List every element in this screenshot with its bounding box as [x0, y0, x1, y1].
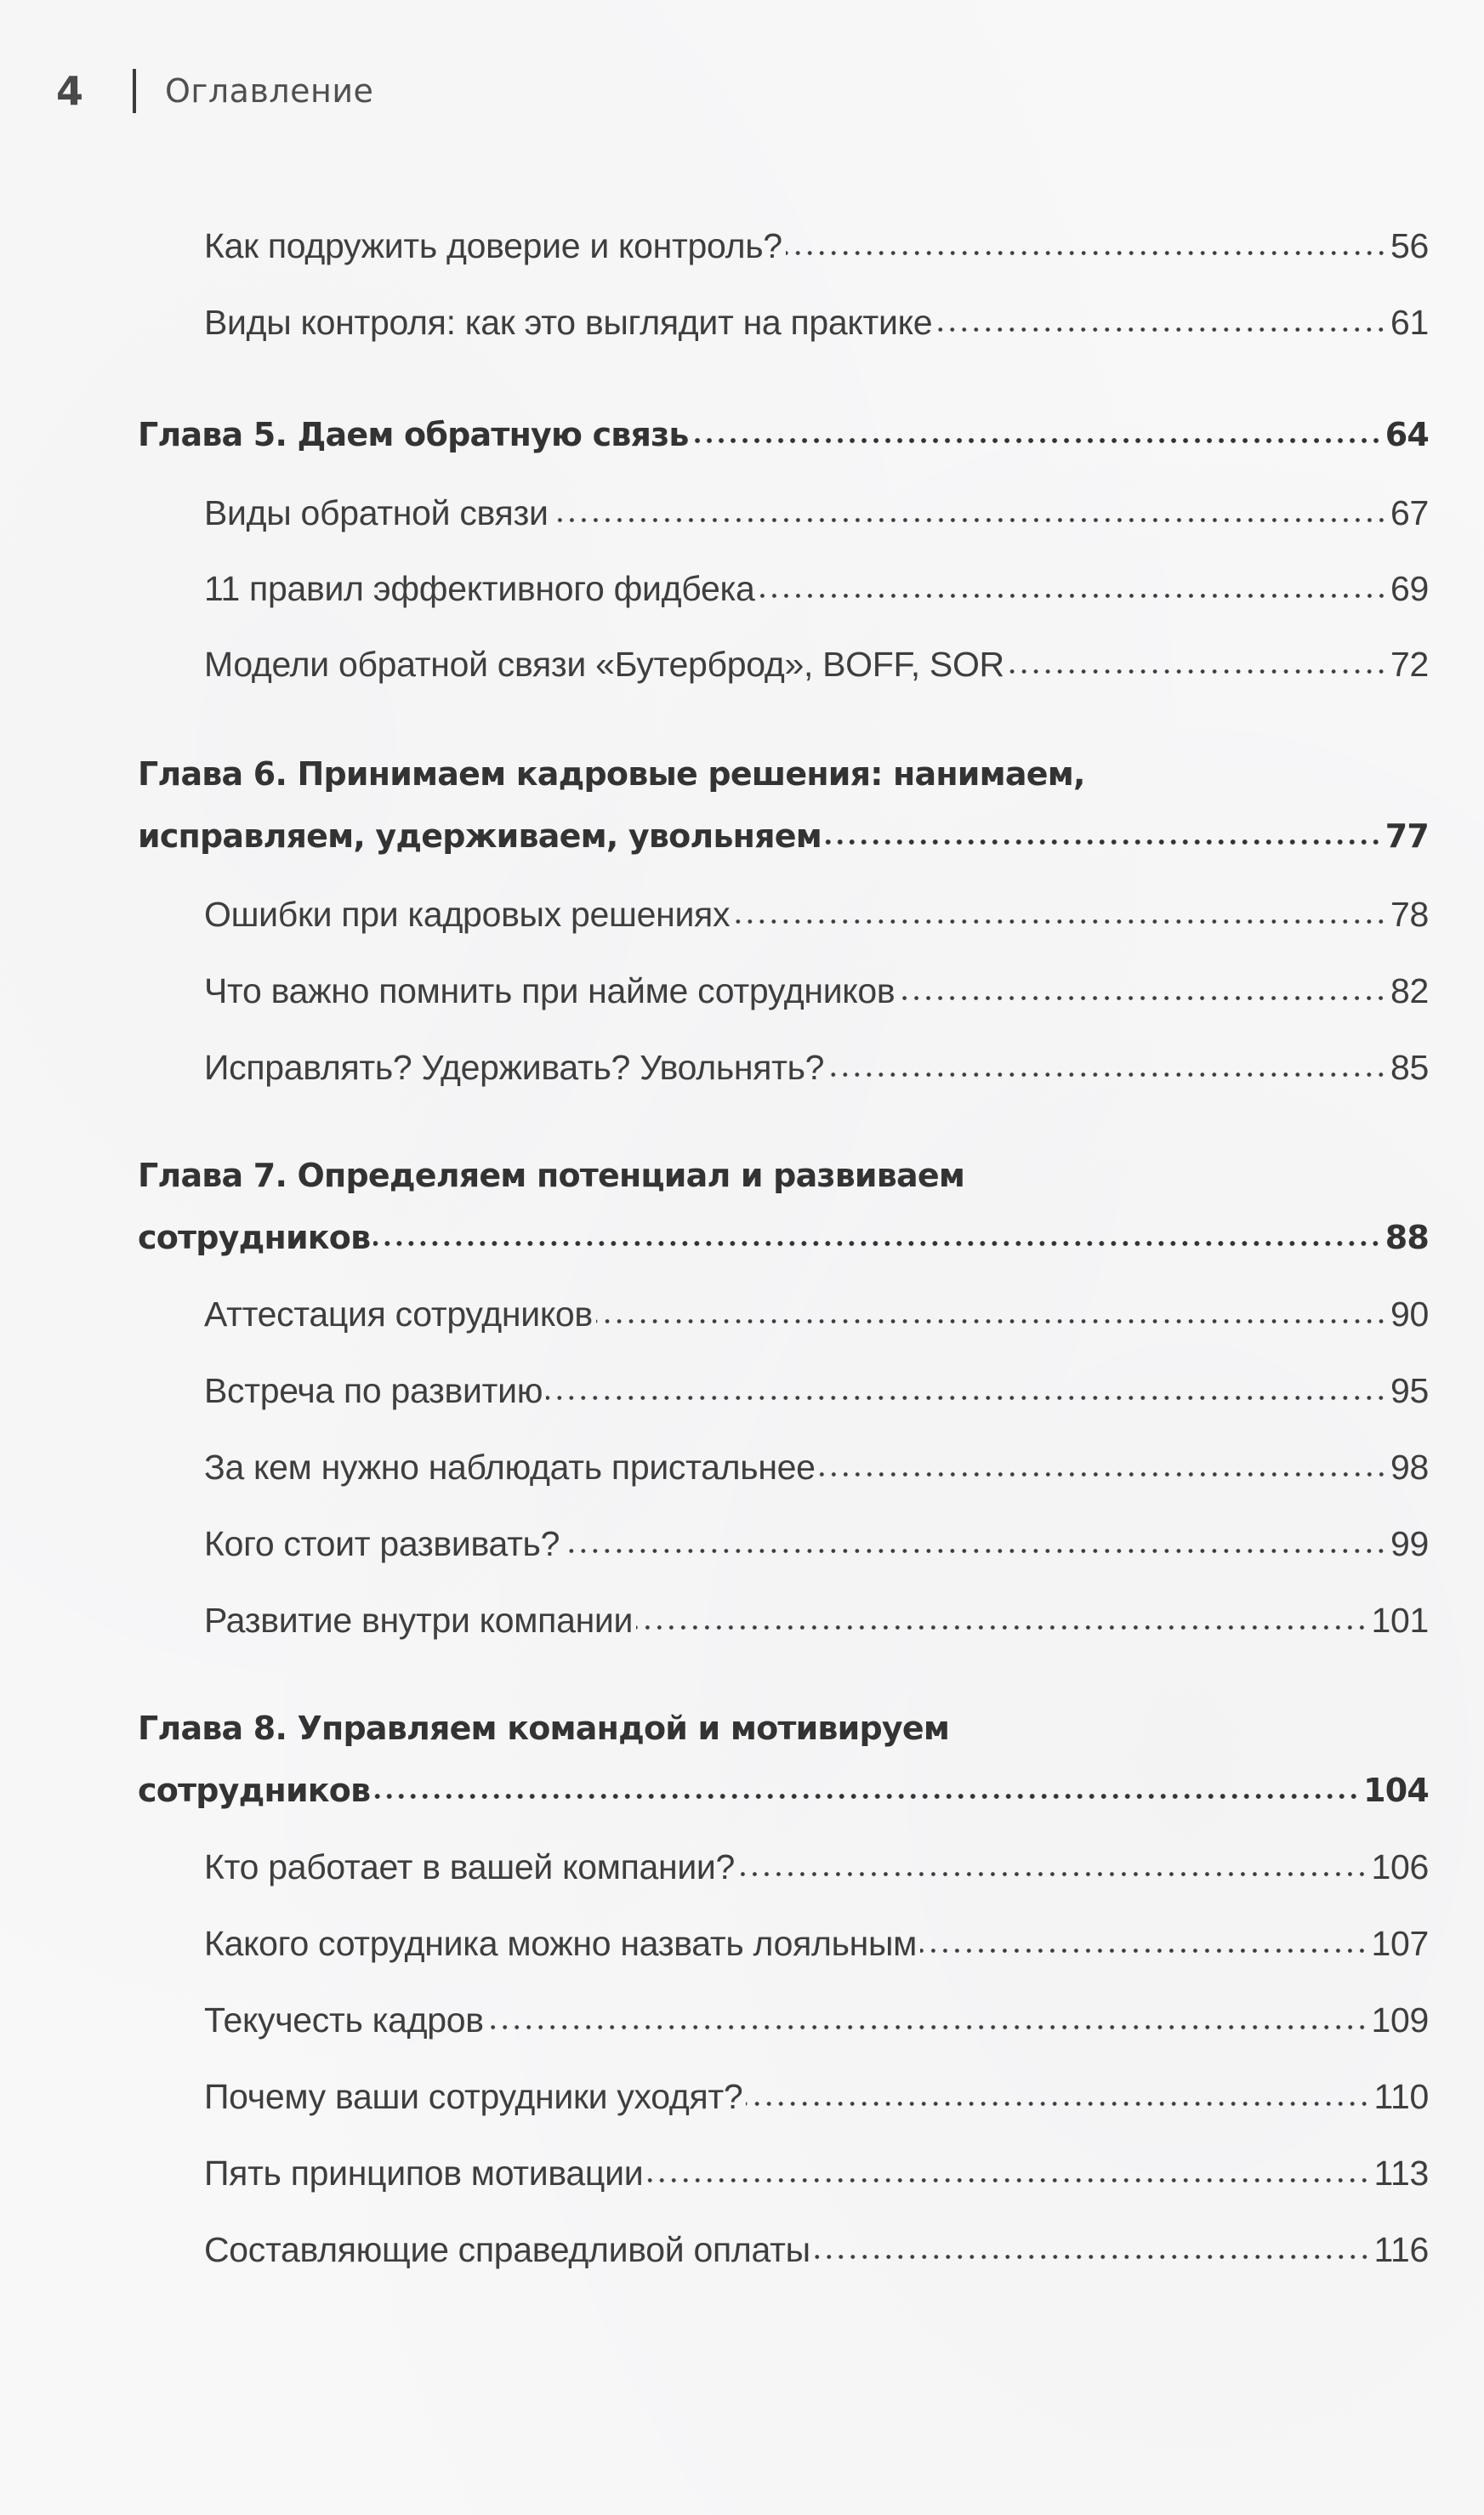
dot-leader	[738, 1844, 1367, 1879]
dot-leader	[646, 2150, 1370, 2185]
dot-leader	[596, 1291, 1387, 1326]
toc-entry-page: 78	[1390, 895, 1429, 934]
toc-entry-page: 113	[1373, 2154, 1429, 2193]
dot-leader	[552, 490, 1387, 525]
toc-entry[interactable]	[204, 1368, 1429, 1411]
toc-entry-page: 110	[1373, 2077, 1429, 2116]
toc-entry-page: 116	[1373, 2230, 1429, 2269]
chapter-page: 64	[1384, 416, 1429, 453]
dot-leader	[935, 299, 1387, 334]
dot-leader	[786, 223, 1387, 258]
running-head-title: Оглавление	[165, 72, 374, 110]
toc-entry-label: Какого сотрудника можно назвать лояльным	[204, 1924, 918, 1963]
toc-entry-page: 61	[1390, 303, 1429, 342]
dot-leader	[546, 1368, 1387, 1403]
toc-entry-label: Виды обратной связи	[204, 493, 549, 532]
chapter-page: 104	[1363, 1772, 1429, 1809]
dot-leader	[373, 1769, 1360, 1801]
chapter-title-line1[interactable]: Глава 6. Принимаем кадровые решения: нанимаем,	[138, 755, 1085, 793]
chapter-title: Глава 5. Даем обратную связь	[138, 416, 689, 453]
toc-entry-page: 106	[1371, 1847, 1429, 1886]
dot-leader	[827, 1044, 1387, 1079]
dot-leader	[563, 1521, 1387, 1556]
toc-entry-label: Текучесть кадров	[204, 2000, 484, 2040]
toc-entry[interactable]	[204, 1444, 1429, 1488]
toc-entry-page: 69	[1390, 569, 1429, 608]
toc-entry-page: 56	[1390, 226, 1429, 265]
toc-entry-page: 82	[1390, 971, 1429, 1010]
toc-entry-page: 98	[1390, 1448, 1429, 1487]
toc-entry-page: 90	[1390, 1294, 1429, 1334]
chapter-entry[interactable]	[138, 1216, 1429, 1256]
toc-entry-label: 11 правил эффективного фидбека	[204, 569, 755, 608]
toc-entry[interactable]	[204, 223, 1429, 266]
chapter-entry[interactable]	[138, 1769, 1429, 1809]
toc-entry-page: 109	[1371, 2000, 1429, 2040]
toc-entry-page: 72	[1390, 645, 1429, 684]
dot-leader	[759, 566, 1387, 600]
toc-entry-label: Виды контроля: как это выглядит на практике	[204, 303, 933, 342]
page-number: 4	[56, 68, 84, 114]
toc-entry-page: 101	[1371, 1601, 1429, 1640]
toc-entry[interactable]	[204, 641, 1429, 685]
toc-entry[interactable]	[204, 968, 1429, 1011]
chapter-page: 77	[1384, 817, 1429, 855]
toc-entry-label: Кого стоит развивать?	[204, 1524, 560, 1563]
toc-entry-page: 107	[1371, 1924, 1429, 1963]
dot-leader	[898, 968, 1387, 1003]
header-separator	[133, 69, 136, 113]
toc-entry[interactable]	[204, 299, 1429, 343]
toc-entry-label: Исправлять? Удерживать? Увольнять?	[204, 1048, 825, 1087]
toc-entry[interactable]	[204, 1844, 1429, 1887]
chapter-title-line2: сотрудников	[138, 1772, 371, 1809]
dot-leader	[733, 891, 1387, 926]
toc-entry-label: Что важно помнить при найме сотрудников	[204, 971, 896, 1010]
chapter-entry[interactable]	[138, 413, 1429, 453]
chapter-title-line1[interactable]: Глава 7. Определяем потенциал и развиваем	[138, 1157, 965, 1194]
toc-entry-label: Аттестация сотрудников	[204, 1294, 593, 1334]
toc-entry[interactable]	[204, 1044, 1429, 1088]
toc-entry-label: Модели обратной связи «Бутерброд», BOFF, SOR	[204, 645, 1004, 684]
dot-leader	[692, 413, 1382, 446]
dot-leader	[373, 1216, 1381, 1249]
dot-leader	[1008, 641, 1387, 676]
dot-leader	[825, 815, 1382, 847]
toc-entry-page: 67	[1390, 493, 1429, 532]
chapter-title-line2: сотрудников	[138, 1219, 371, 1256]
toc-entry[interactable]	[204, 2074, 1429, 2117]
toc-entry-page: 99	[1390, 1524, 1429, 1563]
toc-entry-page: 95	[1390, 1371, 1429, 1410]
dot-leader	[920, 1920, 1367, 1955]
dot-leader	[746, 2074, 1370, 2108]
dot-leader	[636, 1597, 1367, 1632]
toc-entry-label: Встреча по развитию	[204, 1371, 543, 1410]
chapter-page: 88	[1384, 1219, 1429, 1256]
toc-entry-label: За кем нужно наблюдать пристальнее	[204, 1448, 816, 1487]
chapter-entry[interactable]	[138, 815, 1429, 855]
dot-leader	[487, 1997, 1368, 2032]
toc-entry-label: Почему ваши сотрудники уходят?	[204, 2077, 743, 2116]
toc-entry[interactable]	[204, 2150, 1429, 2194]
dot-leader	[814, 2227, 1371, 2262]
toc-entry[interactable]	[204, 1997, 1429, 2040]
chapter-title-line1[interactable]: Глава 8. Управляем командой и мотивируем	[138, 1710, 950, 1747]
toc-entry[interactable]	[204, 1920, 1429, 1964]
toc-entry-label: Кто работает в вашей компании?	[204, 1847, 736, 1886]
toc-entry[interactable]	[204, 2227, 1429, 2270]
toc-entry-page: 85	[1390, 1048, 1429, 1087]
toc-entry-label: Развитие внутри компании	[204, 1601, 634, 1640]
toc-entry[interactable]	[204, 1291, 1429, 1334]
dot-leader	[819, 1444, 1387, 1479]
running-head	[56, 61, 373, 121]
toc-entry[interactable]	[204, 566, 1429, 609]
toc-entry[interactable]	[204, 1597, 1429, 1641]
toc-entry-label: Составляющие справедливой оплаты	[204, 2230, 810, 2269]
toc-entry[interactable]	[204, 891, 1429, 935]
toc-entry-label: Пять принципов мотивации	[204, 2154, 644, 2193]
chapter-title-line2: исправляем, удерживаем, увольняем	[138, 817, 822, 855]
toc-entry-label: Как подружить доверие и контроль?	[204, 226, 782, 265]
toc-entry-label: Ошибки при кадровых решениях	[204, 895, 731, 934]
toc-entry[interactable]	[204, 490, 1429, 533]
toc-entry[interactable]	[204, 1521, 1429, 1564]
